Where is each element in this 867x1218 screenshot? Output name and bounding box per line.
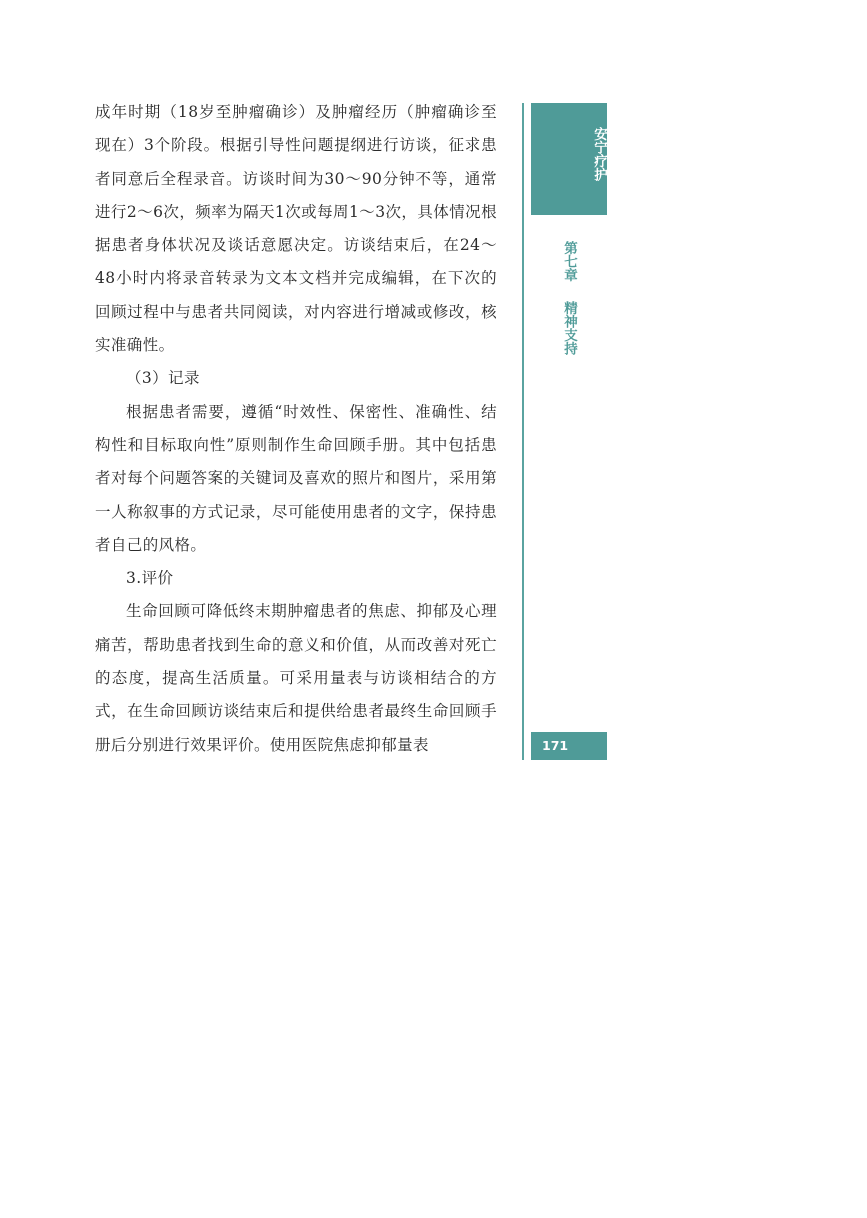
margin-rule bbox=[522, 103, 524, 760]
chapter-number: 第七章 bbox=[561, 241, 577, 282]
paragraph-evaluation: 生命回顾可降低终末期肿瘤患者的焦虑、抑郁及心理痛苦，帮助患者找到生命的意义和价值，从而改善对死亡的态度，提高生活质量。可采用量表与访谈相结合的方式，在生命回顾访谈结束后和提供给患者最终生命回顾手册后分别进行效果评价。使用医院焦虑抑郁量表 bbox=[95, 602, 497, 754]
subheading-record: （3）记录 bbox=[126, 369, 200, 388]
section-tab bbox=[531, 103, 607, 215]
paragraph-record: 根据患者需要，遵循“时效性、保密性、准确性、结构性和目标取向性”原则制作生命回顾手册。其中包括患者对每个问题答案的关键词及喜欢的照片和图片，采用第一人称叙事的方式记录，尽可能使用患者的文字，保持患者自己的风格。 bbox=[95, 402, 497, 554]
chapter-title-label bbox=[531, 301, 607, 355]
subheading-evaluation: 3.评价 bbox=[126, 569, 174, 588]
chapter-label bbox=[531, 241, 607, 282]
section-tab-text: 安宁疗护 bbox=[591, 127, 607, 181]
page-number: 171 bbox=[542, 738, 569, 753]
section-tab-label bbox=[531, 127, 607, 181]
body-text bbox=[95, 96, 497, 762]
page-number-box bbox=[531, 732, 607, 760]
chapter-title: 精神支持 bbox=[561, 301, 577, 355]
paragraph-continuation: 成年时期（18岁至肿瘤确诊）及肿瘤经历（肿瘤确诊至现在）3个阶段。根据引导性问题提纲进行访谈，征求患者同意后全程录音。访谈时间为30～90分钟不等，通常进行2～6次，频率为隔天1次或每周1～3次，具体情况根据患者身体状况及谈话意愿决定。访谈结束后，在24～48小时内将录音转录为文本文档并完成编辑，在下次的回顾过程中与患者共同阅读，对内容进行增减或修改，核实准确性。 bbox=[95, 103, 497, 355]
